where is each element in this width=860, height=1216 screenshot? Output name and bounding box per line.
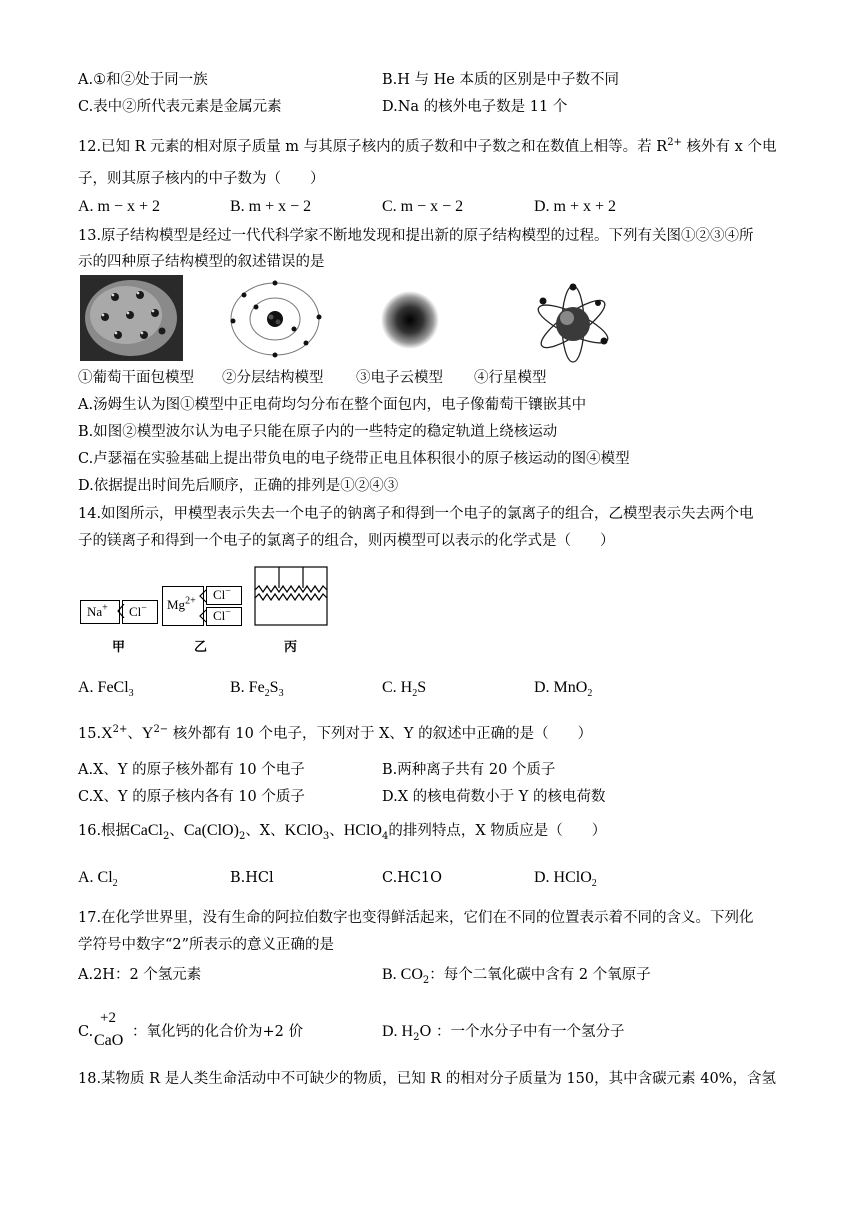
q14-stem-line2: 子的镁离子和得到一个电子的氯离子的组合，则丙模型可以表示的化学式是（ ） xyxy=(78,533,615,549)
q13-option-b: B.如图②模型波尔认为电子只能在原子内的一些特定的稳定轨道上绕核运动 xyxy=(78,424,558,440)
cl-ion-box-yi-2: Cl− xyxy=(206,607,242,626)
electron-cloud-model-image xyxy=(380,290,440,350)
q11-option-d: D.Na 的核外电子数是 11 个 xyxy=(382,99,568,115)
q13-stem-line1: 13.原子结构模型是经过一代代科学家不断地发现和提出新的原子结构模型的过程。下列有关图①②③④所 xyxy=(78,228,754,244)
q14-option-a: A. FeCl$_3$ xyxy=(78,679,134,700)
raisin-bread-model-image xyxy=(80,275,183,361)
q13-option-c: C.卢瑟福在实验基础上提出带负电的电子绕带正电且体积很小的原子核运动的图④模型 xyxy=(78,451,630,467)
q14-stem-line1: 14.如图所示，甲模型表示失去一个电子的钠离子和得到一个电子的氯离子的组合，乙模型表示失去两个电 xyxy=(78,506,754,522)
label-bing: 丙 xyxy=(284,639,298,654)
q18-stem-line1: 18.某物质 R 是人类生命活动中不可缺少的物质，已知 R 的相对分子质量为 150，其中含碳元素 40%，含氢 xyxy=(78,1071,776,1087)
q14-option-d: D. MnO$_2$ xyxy=(534,679,593,700)
q15-option-b: B.两种离子共有 20 个质子 xyxy=(382,762,556,778)
model-caption-1: ①葡萄干面包模型 xyxy=(78,370,194,386)
q17-stem-line2: 学符号中数字“2”所表示的意义正确的是 xyxy=(78,937,335,953)
q17-option-c-formula: CaO xyxy=(94,1032,124,1049)
q12-option-c: C. m − x − 2 xyxy=(382,198,464,215)
q16-option-b: B.HCl xyxy=(230,870,274,886)
na-ion-box: Na+ xyxy=(80,600,120,624)
mg-ion-box: $Mg^{2+}$ xyxy=(162,586,204,626)
q16-option-a: A. $Cl_2$ xyxy=(78,869,118,890)
q15-option-d: D.X 的核电荷数小于 Y 的核电荷数 xyxy=(382,789,606,805)
q11-option-c: C.表中②所代表元素是金属元素 xyxy=(78,99,282,115)
q17-option-c-valence: +2 xyxy=(100,1010,116,1026)
model-caption-2: ②分层结构模型 xyxy=(222,370,324,386)
q12-option-b: B. m + x − 2 xyxy=(230,198,312,215)
label-yi: 乙 xyxy=(194,639,208,654)
q13-option-a: A.汤姆生认为图①模型中正电荷均匀分布在整个面包内，电子像葡萄干镶嵌其中 xyxy=(78,397,587,413)
label-jia: 甲 xyxy=(112,639,126,654)
q15-stem: $15.X^{2+}$、$Y^{2-}$ 核外都有 10 个电子，下列对于 X、Y 的叙述中正确的是（ ） xyxy=(78,724,593,742)
q16-stem: 16.根据CaCl$_2$、$Ca(ClO)_2$、X、KClO$_3$、HClO$_4$的排列特点，X 物质应是（ ） xyxy=(78,822,607,842)
q16-option-c: C.HC1O xyxy=(382,870,443,886)
q13-stem-line2: 示的四种原子结构模型的叙述错误的是 xyxy=(78,254,325,270)
shell-structure-model-image xyxy=(228,277,322,361)
ion-models-figure xyxy=(78,566,338,658)
q17-option-c: C. xyxy=(78,1024,94,1040)
q17-option-d: D. $H_2O$ ：一个水分子中有一个氢分子 xyxy=(382,1023,625,1043)
cl-ion-box-yi-1: Cl− xyxy=(206,586,242,605)
q17-stem-line1: 17.在化学世界里，没有生命的阿拉伯数字也变得鲜活起来，它们在不同的位置表示着不同的含义。下列化 xyxy=(78,910,754,926)
model-caption-4: ④行星模型 xyxy=(474,370,547,386)
q17-option-a: A.2H：2 个氢元素 xyxy=(78,967,202,983)
q16-option-d: D. HClO$_2$ xyxy=(534,869,597,890)
q15-option-a: A.X、Y 的原子核外都有 10 个电子 xyxy=(78,762,305,778)
model-caption-3: ③电子云模型 xyxy=(356,370,443,386)
q13-option-d: D.依据提出时间先后顺序，正确的排列是①②④③ xyxy=(78,478,399,494)
q14-option-b: B. $Fe_2S_3$ xyxy=(230,679,284,700)
cl-ion-box-jia: Cl− xyxy=(122,600,158,624)
q14-option-c: C. $H_2S$ xyxy=(382,679,427,700)
bing-model-diagram xyxy=(254,566,328,626)
q15-option-c: C.X、Y 的原子核内各有 10 个质子 xyxy=(78,789,305,805)
q12-stem-line1: 12.已知 R 元素的相对原子质量 m 与其原子核内的质子数和中子数之和在数值上相等。若 $R^{2+}$ 核外有 x 个电 xyxy=(78,137,777,155)
q12-stem-line2: 子，则其原子核内的中子数为（ ） xyxy=(78,171,325,187)
q11-option-b: B.H 与 He 本质的区别是中子数不同 xyxy=(382,72,619,88)
q11-option-a: A.①和②处于同一族 xyxy=(78,72,208,88)
planetary-model-image xyxy=(532,283,614,365)
q12-option-d: D. m + x + 2 xyxy=(534,198,617,215)
q17-option-b: B. $CO_2$：每个二氧化碳中含有 2 个氧原子 xyxy=(382,966,651,986)
q12-option-a: A. m − x + 2 xyxy=(78,198,161,215)
q17-option-c-text: ：氧化钙的化合价为+2 价 xyxy=(132,1024,303,1040)
